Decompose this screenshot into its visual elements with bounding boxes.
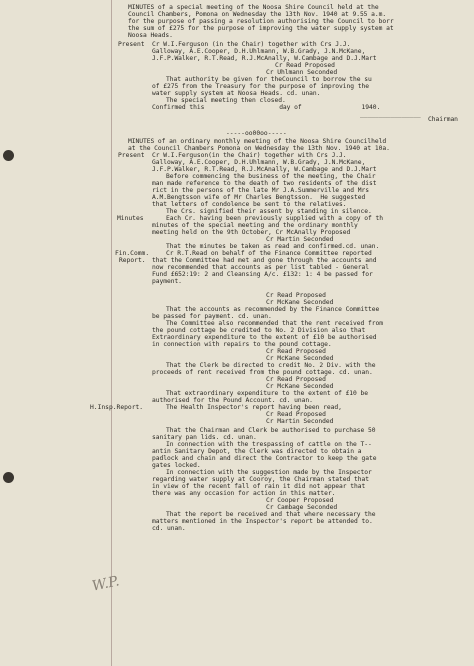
minutes-line: Cr W.I.Ferguson (in the Chair) together with Crs J.J. (152, 41, 351, 48)
minutes-line: rict in the persons of the late Mr J.A.Summerville and Mrs (152, 187, 369, 194)
minutes-line: proceeds of rent received from the pound cottage. cd. unan. (152, 369, 373, 376)
minutes-line: authorised for the Pound Account. cd. unan. (152, 397, 313, 404)
minutes-line: In connection with the trespassing of cattle on the T-- (166, 441, 372, 448)
minutes-line: Fund £652:19: 2 and Cleansing A/c. £132: 1: 4 be passed for (152, 271, 373, 278)
minutes-line: for the purpose of passing a resolution authorising the Council to borr (128, 18, 394, 25)
minutes-line: A.M.Bengtsson wife of Mr Charles Bengtsson. He suggested (152, 194, 366, 201)
minutes-line: Chairman (428, 116, 458, 123)
minutes-line: there was any occasion for action in this matter. (152, 490, 336, 497)
minutes-line: of £275 from the Treasury for the purpose of improving the (152, 83, 369, 90)
minutes-line: antin Sanitary Depot, the Clerk was directed to obtain a (152, 448, 362, 455)
minutes-line: Galloway, A.E.Cooper, D.H.Uhlmann, W.B.Grady, J.N.McKane, (152, 48, 366, 55)
margin-note: Minutes (117, 215, 144, 222)
margin-note: Present (118, 152, 145, 159)
minutes-line: That the report be received and that where necessary the (166, 511, 376, 518)
minutes-line: J.F.P.Walker, R.T.Read, R.J.McAnally, W.Cambage and D.J.Mart (152, 166, 377, 173)
minutes-line: Galloway, A.E.Cooper, D.H.Uhlmann, W.B.Grady, J.N.McKane, (152, 159, 366, 166)
section-separator: -----oo00oo----- (226, 130, 287, 137)
minutes-line: the sum of £275 for the purpose of improving the water supply system at (128, 25, 394, 32)
minutes-line: the pound cottage be credited to No. 2 Division also that (152, 327, 366, 334)
minutes-line: Cr Read Proposed (275, 62, 335, 69)
minutes-line: That the minutes be taken as read and confirmed.cd. unan. (166, 243, 380, 250)
minutes-line: Noosa Heads. (128, 32, 173, 39)
minutes-line: That the accounts as recommended by the Finance Committee (166, 306, 380, 313)
minutes-line: gates locked. (152, 462, 201, 469)
minutes-line: Council Chambers, Pomona on Wednesday the 13th Nov. 1940 at 9.55 a.m. (128, 11, 387, 18)
minutes-line: The special meeting then closed. (166, 97, 286, 104)
minutes-line: Cr Martin Seconded (266, 236, 334, 243)
minutes-line: That the Chairman and Clerk be authorised to purchase 50 (166, 427, 376, 434)
minutes-line: that letters of condolence be sent to the relatives. (152, 201, 347, 208)
minutes-line: Confirmed this day of 1940. (152, 104, 381, 111)
minutes-line: That extraordinary expenditure to the extent of £10 be (166, 390, 369, 397)
minutes-line: be passed for payment. cd. unan. (152, 313, 272, 320)
minutes-line: in view of the recent fall of rain it did not appear that (152, 483, 366, 490)
minutes-line: in connection with repairs to the pound cottage. (152, 341, 332, 348)
minutes-line: The Crs. signified their assent by standing in silence. (166, 208, 372, 215)
minutes-line: J.F.P.Walker, R.T.Read, R.J.McAnally, W.Cambage and D.J.Mart (152, 55, 377, 62)
minutes-line: padlock and chain and direct the Contractor to keep the gate (152, 455, 377, 462)
minutes-line: Cr Martin Seconded (266, 418, 334, 425)
margin-rule (111, 0, 112, 666)
minutes-line: Each Cr. having been previously supplied with a copy of th (166, 215, 383, 222)
minutes-line: payment. (152, 278, 182, 285)
minutes-line: That authority be given for theCouncil to borrow the su (166, 76, 372, 83)
minutes-line: Cr W.I.Ferguson(in the Chair) together with Crs J.J. (152, 152, 347, 159)
margin-note: Fin.Comm. (115, 250, 150, 257)
minutes-line: man made reference to the death of two residents of the dist (152, 180, 377, 187)
minutes-line: Before commencing the business of the meeting, the Chair (166, 173, 376, 180)
minutes-line: regarding water supply at Cooroy, the Chairman stated that (152, 476, 369, 483)
minutes-line: That the Clerk be directed to credit No. 2 Div. with the (166, 362, 376, 369)
minutes-line: MINUTES of an ordinary monthly meeting of the Noosa Shire Councilheld (128, 138, 387, 145)
minutes-line: The Committee also recommended that the rent received from (166, 320, 383, 327)
minutes-line: minutes of the special meeting and the ordinary monthly (152, 222, 358, 229)
minutes-line: Cr Uhlmann Seconded (266, 69, 338, 76)
punch-hole-bottom (3, 472, 14, 483)
minutes-line: Cr McKane Seconded (266, 299, 334, 306)
minutes-line: Cr Read Proposed (266, 376, 326, 383)
minutes-line: Extraordinary expenditure to the extent of £10 be authorised (152, 334, 377, 341)
minutes-line: Cr McKane Seconded (266, 383, 334, 390)
minutes-line: Cr Cambage Seconded (266, 504, 338, 511)
minutes-line: MINUTES of a special meeting of the Noosa Shire Council held at the (128, 4, 379, 11)
minutes-line: water supply system at Noosa Heads. cd. unan. (152, 90, 321, 97)
minutes-line: that the Committee had met and gone through the accounts and (152, 257, 377, 264)
minutes-line: In connection with the suggestion made by the Inspector (166, 469, 372, 476)
minutes-line: The Health Inspector's report having been read, (166, 404, 342, 411)
minutes-line: cd. unan. (152, 525, 186, 532)
minutes-line: Cr McKane Seconded (266, 355, 334, 362)
minutes-line: at the Council Chambers Pomona on Wednesday the 13th Nov. 1940 at 10a. (128, 145, 390, 152)
handwritten-initials: W.P. (90, 573, 121, 595)
minutes-line: Cr Cooper Proposed (266, 497, 334, 504)
chairman-signature-line: ________________ (360, 111, 421, 118)
minutes-line: meeting held on the 9th October, Cr McAnally Proposed (152, 229, 351, 236)
minutes-line: Cr Read Proposed (266, 292, 326, 299)
minutes-line: now recommended that accounts as per list tabled - General (152, 264, 369, 271)
margin-note: Present (118, 41, 145, 48)
minutes-line: Cr R.T.Read on behalf of the Finance Committee reported (166, 250, 372, 257)
punch-hole-top (3, 150, 14, 161)
minutes-line: Cr Read Proposed (266, 348, 326, 355)
margin-note: Report. (119, 257, 146, 264)
minutes-line: sanitary pan lids. cd. unan. (152, 434, 257, 441)
minutes-line: matters mentioned in the Inspector's report be attended to. (152, 518, 373, 525)
margin-note: H.Insp.Report. (90, 404, 144, 411)
minutes-line: Cr Read Proposed (266, 411, 326, 418)
